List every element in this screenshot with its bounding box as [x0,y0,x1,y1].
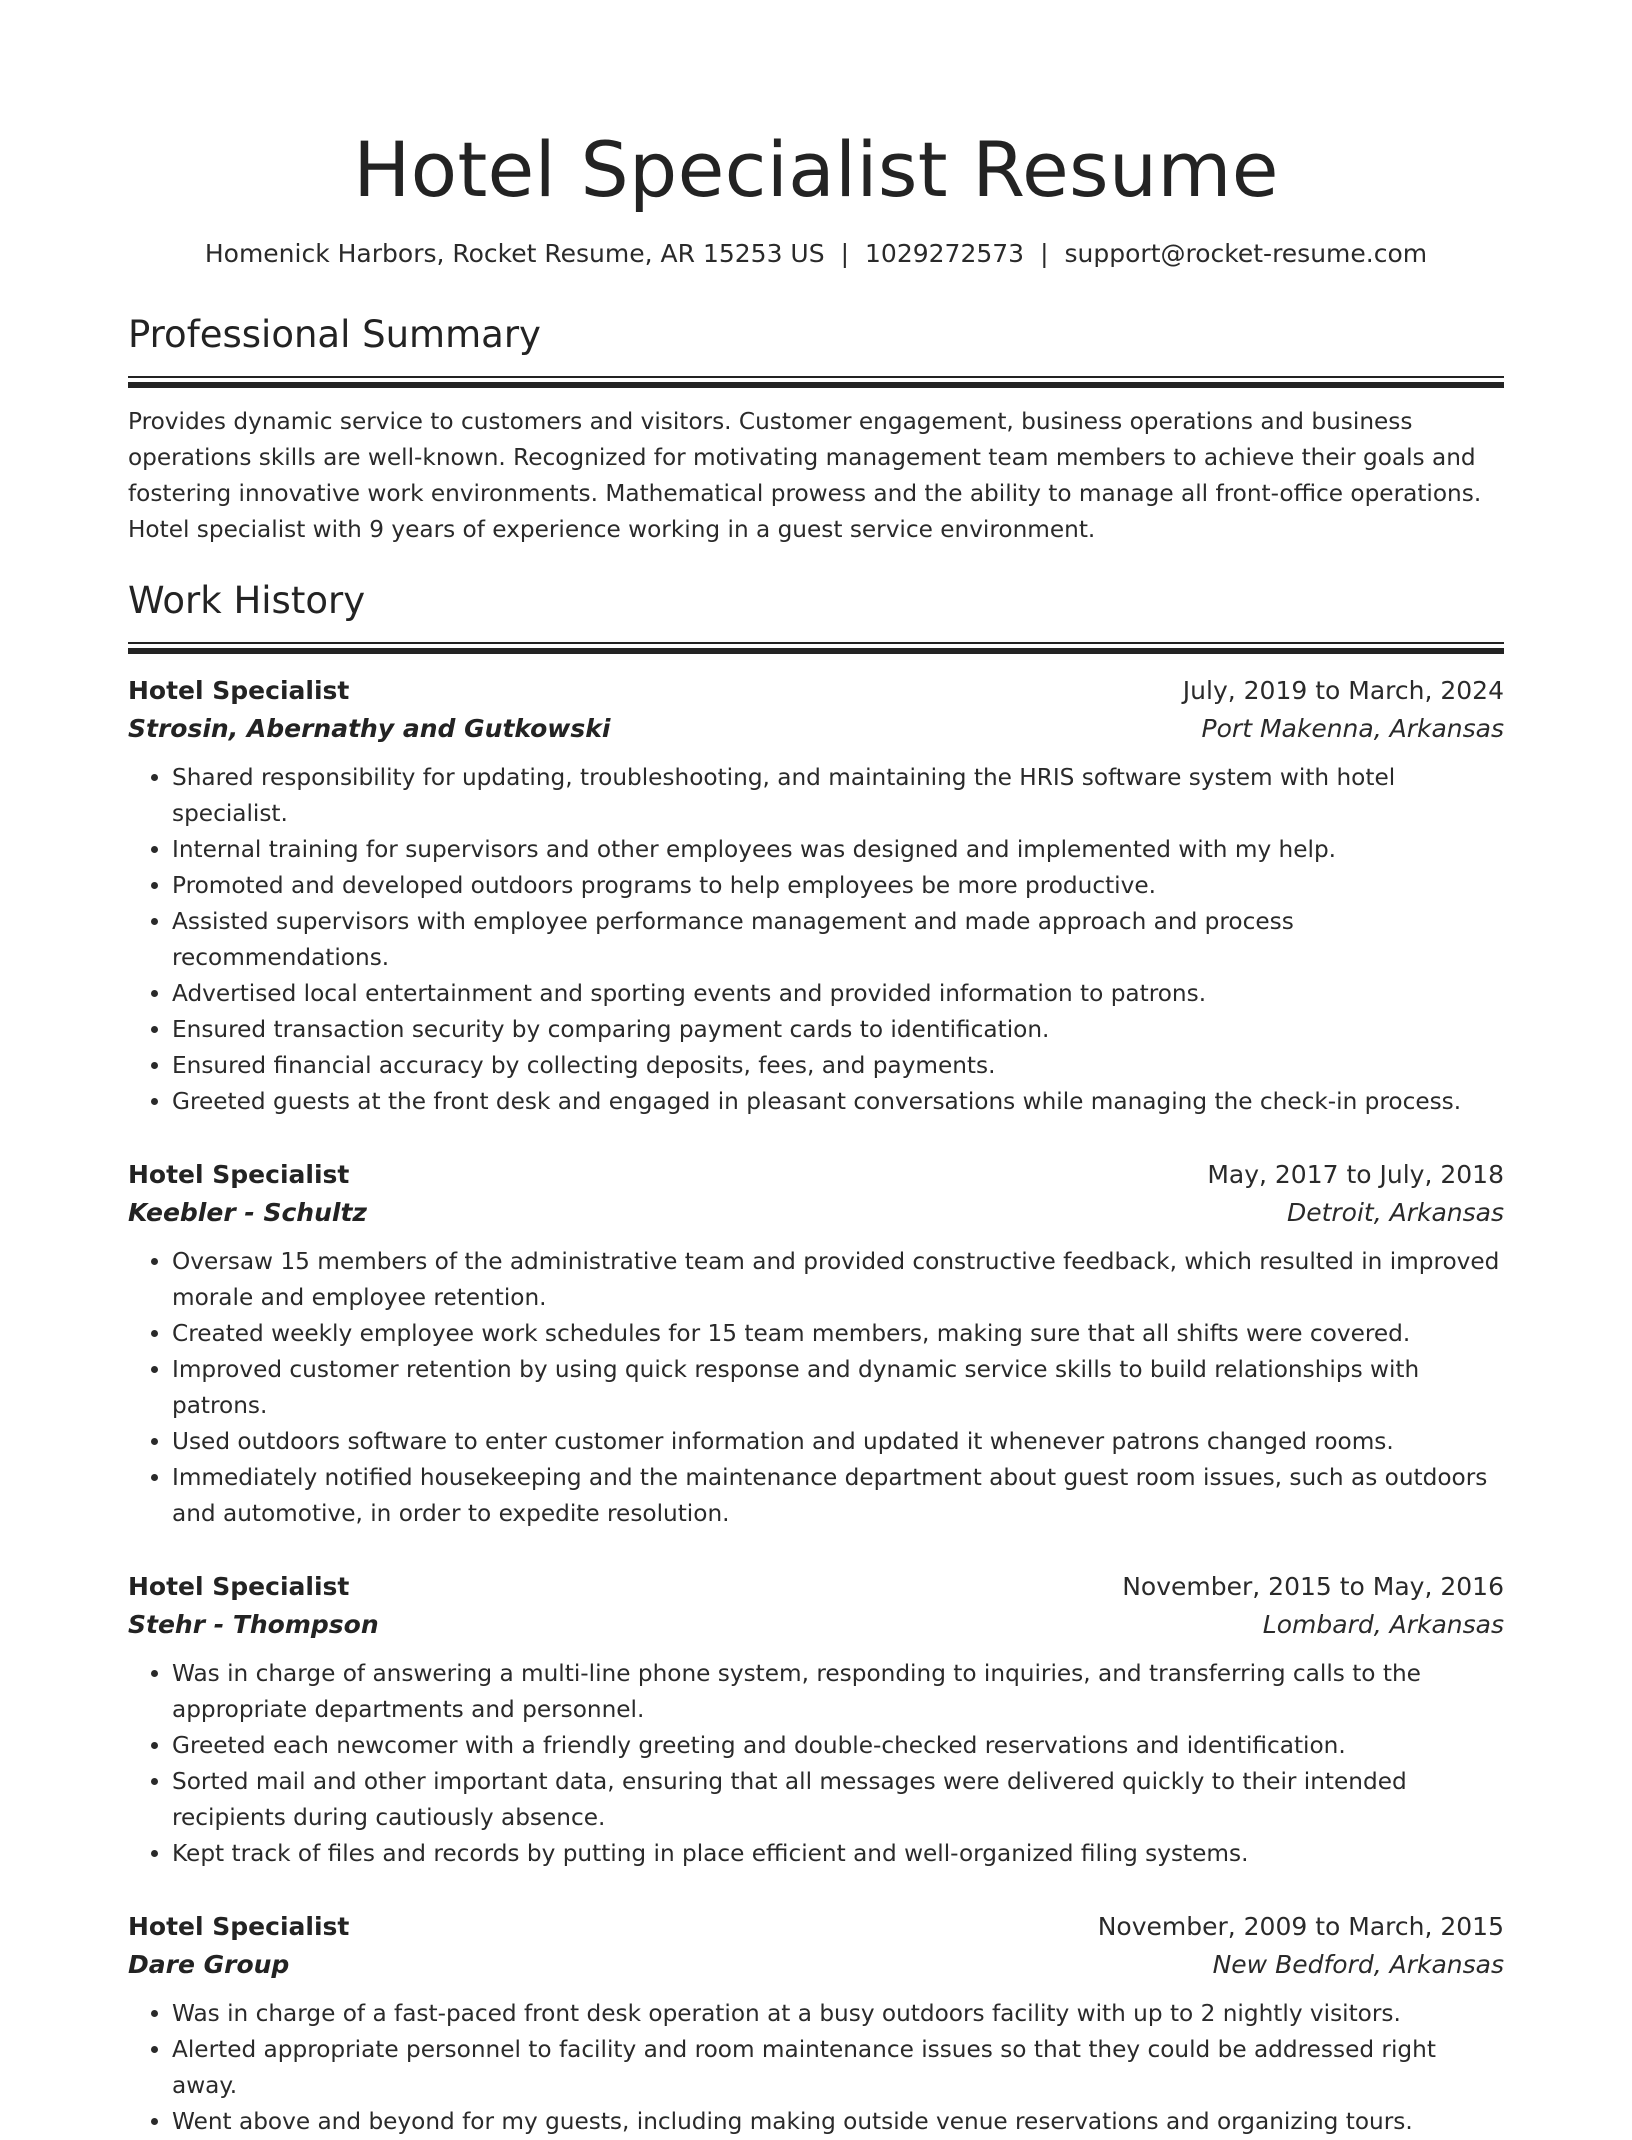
job-entry [128,1908,1504,2140]
job-bullet: • Internal training for supervisors and other employees was designed and implemented with my help. [172,832,1504,868]
job-title: Hotel Specialist [128,1912,350,1941]
job-company: Stehr - Thompson [128,1610,379,1639]
job-bullet: • Assisted supervisors with employee performance management and made approach and process recommendations. [172,904,1504,976]
job-bullet: • Promoted and developed outdoors programs to help employees be more productive. [172,868,1504,904]
job-bullet: • Immediately notified housekeeping and the maintenance department about guest room issues, such as outdoors and automotive, in order to expedite resolution. [172,1460,1504,1532]
contact-address: Homenick Harbors, Rocket Resume, AR 15253 US [204,239,825,268]
job-bullet: • Improved customer retention by using quick response and dynamic service skills to build relationships with patrons. [172,1352,1504,1424]
job-dates: July, 2019 to March, 2024 [1182,676,1504,705]
contact-separator: | [840,239,850,268]
job-location: Port Makenna, Arkansas [1201,714,1504,743]
job-bullet: • Went above and beyond for my guests, including making outside venue reservations and organizing tours. [172,2104,1504,2140]
section-divider [128,376,1504,388]
contact-phone: 1029272573 [865,239,1025,268]
job-bullet: • Kept track of files and records by putting in place efficient and well-organized filing systems. [172,1836,1504,1872]
job-bullet: • Shared responsibility for updating, troubleshooting, and maintaining the HRIS software system with hotel specialist. [172,760,1504,832]
job-entry [128,1568,1504,1872]
section-heading: Professional Summary [128,313,541,356]
professional-summary-section [128,310,1504,548]
job-bullet: • Was in charge of answering a multi-line phone system, responding to inquiries, and transferring calls to the appropriate departments and personnel. [172,1656,1504,1728]
summary-text: Provides dynamic service to customers and visitors. Customer engagement, business operations and business operations skills are well-known. Recognized for motivating management team members to achieve their goals and fostering innovative work environments. Mathematical prowess and the ability to manage all front-office operations. Hotel specialist with 9 years of experience working in a guest service environment. [128,408,1482,543]
job-bullet: • Alerted appropriate personnel to facility and room maintenance issues so that they could be addressed right away. [172,2032,1504,2104]
job-location: New Bedford, Arkansas [1212,1950,1504,1979]
contact-separator: | [1040,239,1049,268]
job-bullet: • Sorted mail and other important data, ensuring that all messages were delivered quickly to their intended recipients during cautiously absence. [172,1764,1504,1836]
job-bullets [128,1244,1504,1532]
job-dates: May, 2017 to July, 2018 [1207,1160,1504,1189]
job-company: Strosin, Abernathy and Gutkowski [128,714,611,743]
job-dates: November, 2009 to March, 2015 [1097,1912,1504,1941]
job-bullet: • Ensured transaction security by comparing payment cards to identification. [172,1012,1504,1048]
job-bullet: • Created weekly employee work schedules for 15 team members, making sure that all shifts were covered. [172,1316,1504,1352]
section-divider [128,642,1504,654]
job-bullet: • Ensured financial accuracy by collecting deposits, fees, and payments. [172,1048,1504,1084]
job-title: Hotel Specialist [128,676,350,705]
work-history-section [128,576,1504,2140]
job-title: Hotel Specialist [128,1572,350,1601]
job-location: Detroit, Arkansas [1286,1198,1504,1227]
job-bullets [128,760,1504,1120]
job-bullet: • Was in charge of a fast-paced front desk operation at a busy outdoors facility with up to 2 nightly visitors. [172,1996,1504,2032]
job-company: Keebler - Schultz [128,1198,367,1227]
job-entry [128,672,1504,1120]
job-bullet: • Used outdoors software to enter customer information and updated it whenever patrons changed rooms. [172,1424,1504,1460]
contact-line [128,234,1504,274]
job-bullets [128,1656,1504,1872]
contact-email: support@rocket-resume.com [1064,239,1428,268]
job-bullet: • Oversaw 15 members of the administrative team and provided constructive feedback, which resulted in improved morale and employee retention. [172,1244,1504,1316]
job-bullet: • Advertised local entertainment and sporting events and provided information to patrons. [172,976,1504,1012]
job-title: Hotel Specialist [128,1160,350,1189]
job-dates: November, 2015 to May, 2016 [1122,1572,1504,1601]
page-title: Hotel Specialist Resume [353,125,1279,214]
job-bullet: • Greeted each newcomer with a friendly greeting and double-checked reservations and identification. [172,1728,1504,1764]
section-heading: Work History [128,579,366,622]
job-company: Dare Group [128,1950,290,1979]
job-bullet: • Greeted guests at the front desk and engaged in pleasant conversations while managing the check-in process. [172,1084,1504,1120]
job-bullets [128,1996,1504,2140]
job-location: Lombard, Arkansas [1262,1610,1504,1639]
job-entry [128,1156,1504,1532]
